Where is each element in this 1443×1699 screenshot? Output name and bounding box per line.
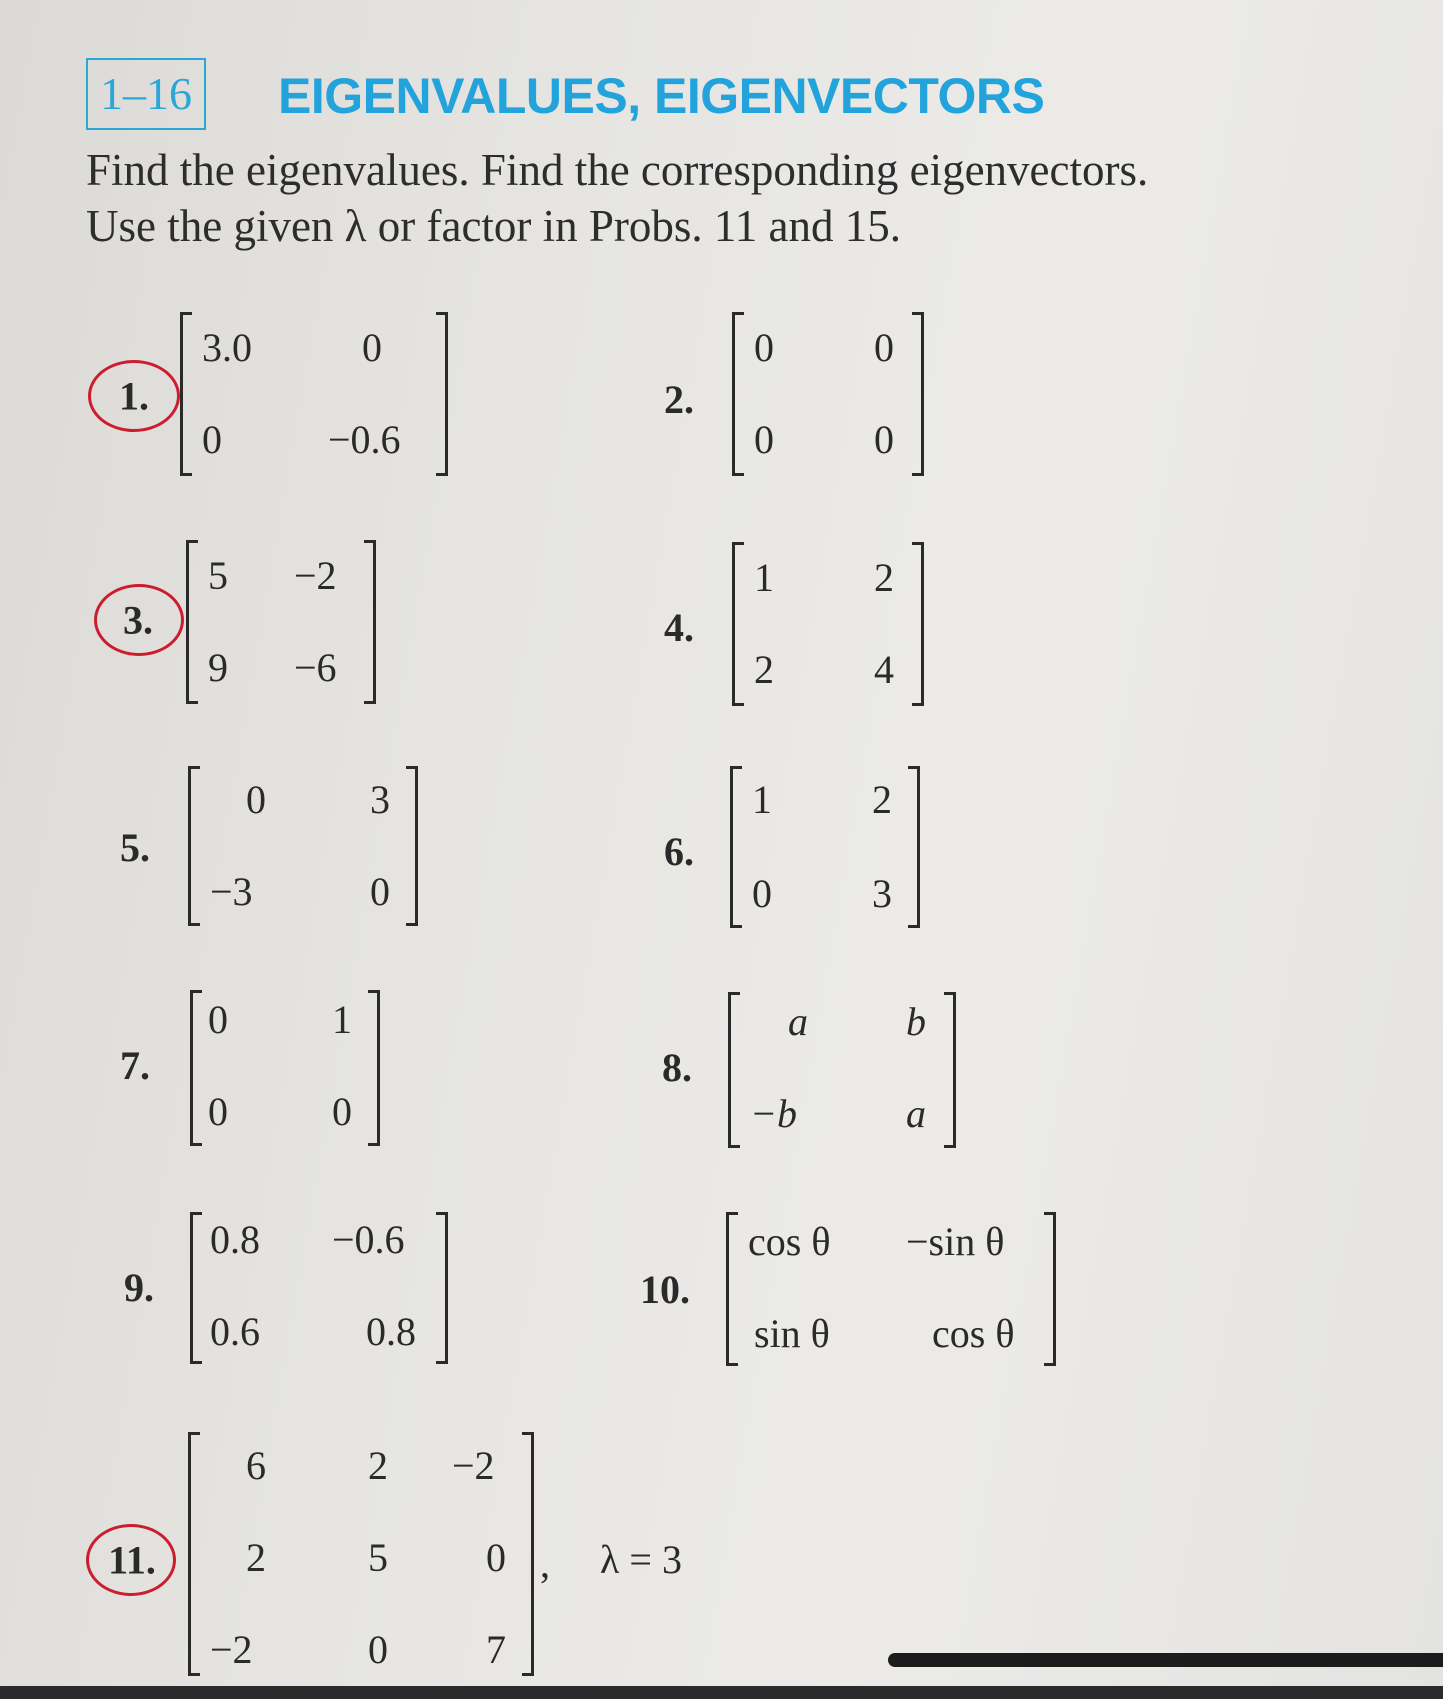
matrix-cell: sin θ bbox=[754, 1311, 830, 1356]
matrix bbox=[188, 766, 418, 926]
comma: , bbox=[540, 1541, 550, 1586]
matrix-cell: 0 bbox=[362, 325, 382, 370]
matrix bbox=[188, 1432, 534, 1676]
matrix-cell: −2 bbox=[210, 1627, 253, 1672]
problem-number: 5. bbox=[120, 825, 150, 870]
screen-edge bbox=[0, 1686, 1443, 1699]
left-bracket bbox=[726, 1212, 738, 1366]
matrix bbox=[732, 542, 924, 706]
matrix-cell: 0 bbox=[368, 1627, 388, 1672]
matrix-cell: 0 bbox=[754, 325, 774, 370]
matrix-cell: −6 bbox=[294, 645, 337, 690]
right-bracket bbox=[944, 992, 956, 1148]
matrix-cell: 2 bbox=[246, 1535, 266, 1580]
matrix-cell: 4 bbox=[874, 647, 894, 692]
problem-number: 6. bbox=[664, 829, 694, 874]
matrix-cell: −0.6 bbox=[328, 417, 401, 462]
matrix-cell: a bbox=[906, 1091, 926, 1136]
problem-number: 7. bbox=[120, 1043, 150, 1088]
matrix-cell: 0 bbox=[754, 417, 774, 462]
matrix bbox=[190, 1212, 448, 1364]
problem-number: 11. bbox=[108, 1537, 156, 1583]
problem-number: 8. bbox=[662, 1045, 692, 1090]
right-bracket bbox=[912, 312, 924, 476]
problem-range-box: 1–16 bbox=[86, 58, 206, 130]
problem-number: 4. bbox=[664, 605, 694, 650]
matrix-cell: 6 bbox=[246, 1443, 266, 1488]
matrix-cell: 0 bbox=[874, 417, 894, 462]
matrix-cell: −3 bbox=[210, 869, 253, 914]
matrix bbox=[732, 312, 924, 476]
right-bracket bbox=[522, 1432, 534, 1676]
matrix-cell: 9 bbox=[208, 645, 228, 690]
left-bracket bbox=[732, 542, 744, 706]
matrix-cell: cos θ bbox=[748, 1219, 831, 1264]
matrix bbox=[726, 1212, 1056, 1366]
matrix-cell: 0 bbox=[486, 1535, 506, 1580]
matrix-cell: 0.8 bbox=[210, 1217, 260, 1262]
matrix-cell: 0 bbox=[752, 871, 772, 916]
problem-number: 2. bbox=[664, 377, 694, 422]
matrix-cell: −sin θ bbox=[906, 1219, 1005, 1264]
matrix-cell: −2 bbox=[452, 1443, 495, 1488]
right-bracket bbox=[436, 1212, 448, 1364]
left-bracket bbox=[180, 312, 192, 476]
matrix bbox=[728, 992, 956, 1148]
right-bracket bbox=[406, 766, 418, 926]
problem-number: 10. bbox=[640, 1267, 690, 1312]
matrix-cell: 0 bbox=[208, 997, 228, 1042]
given-eigenvalue: λ = 3 bbox=[600, 1537, 682, 1582]
matrix-cell: 0.6 bbox=[210, 1309, 260, 1354]
matrix-cell: 3.0 bbox=[202, 325, 252, 370]
matrix-cell: b bbox=[906, 999, 926, 1044]
matrix-cell: 2 bbox=[368, 1443, 388, 1488]
problem-number: 3. bbox=[123, 597, 153, 643]
matrix-cell: −2 bbox=[294, 553, 337, 598]
right-bracket bbox=[436, 312, 448, 476]
matrix-cell: 5 bbox=[368, 1535, 388, 1580]
matrix-cell: −0.6 bbox=[332, 1217, 405, 1262]
instruction-line-1: Find the eigenvalues. Find the corresponding eigenvectors. bbox=[86, 145, 1149, 195]
matrix-cell: 1 bbox=[752, 777, 772, 822]
matrix bbox=[180, 312, 448, 476]
matrix-cell: −b bbox=[750, 1091, 797, 1136]
matrix-cell: 0 bbox=[874, 325, 894, 370]
matrix-cell: 0 bbox=[246, 777, 266, 822]
matrix bbox=[186, 540, 376, 704]
matrix-cell: 1 bbox=[332, 997, 352, 1042]
matrix-cell: 2 bbox=[872, 777, 892, 822]
matrix-cell: 3 bbox=[370, 777, 390, 822]
problem-number: 1. bbox=[119, 373, 149, 419]
matrix-cell: 2 bbox=[754, 647, 774, 692]
left-bracket bbox=[732, 312, 744, 476]
matrix-cell: 0 bbox=[370, 869, 390, 914]
matrix bbox=[190, 990, 380, 1146]
right-bracket bbox=[364, 540, 376, 704]
left-bracket bbox=[188, 1432, 200, 1676]
matrix-cell: 0 bbox=[332, 1089, 352, 1134]
matrix-cell: a bbox=[788, 999, 808, 1044]
left-bracket bbox=[728, 992, 740, 1148]
left-bracket bbox=[186, 540, 198, 704]
matrix-cell: 0.8 bbox=[366, 1309, 416, 1354]
left-bracket bbox=[190, 990, 202, 1146]
matrix-cell: 7 bbox=[486, 1627, 506, 1672]
matrix bbox=[730, 766, 920, 928]
matrix-cell: 0 bbox=[202, 417, 222, 462]
right-bracket bbox=[368, 990, 380, 1146]
matrix-cell: 2 bbox=[874, 555, 894, 600]
left-bracket bbox=[730, 766, 742, 928]
instruction-line-2: Use the given λ or factor in Probs. 11 and 15. bbox=[86, 201, 901, 251]
matrix-cell: 0 bbox=[208, 1089, 228, 1134]
problem-number: 9. bbox=[124, 1265, 154, 1310]
left-bracket bbox=[190, 1212, 202, 1364]
matrix-cell: 1 bbox=[754, 555, 774, 600]
right-bracket bbox=[1044, 1212, 1056, 1366]
section-title: EIGENVALUES, EIGENVECTORS bbox=[278, 68, 1045, 124]
right-bracket bbox=[912, 542, 924, 706]
home-indicator-bar bbox=[888, 1653, 1443, 1667]
matrix-cell: 5 bbox=[208, 553, 228, 598]
matrix-cell: cos θ bbox=[932, 1311, 1015, 1356]
left-bracket bbox=[188, 766, 200, 926]
right-bracket bbox=[908, 766, 920, 928]
matrix-cell: 3 bbox=[872, 871, 892, 916]
